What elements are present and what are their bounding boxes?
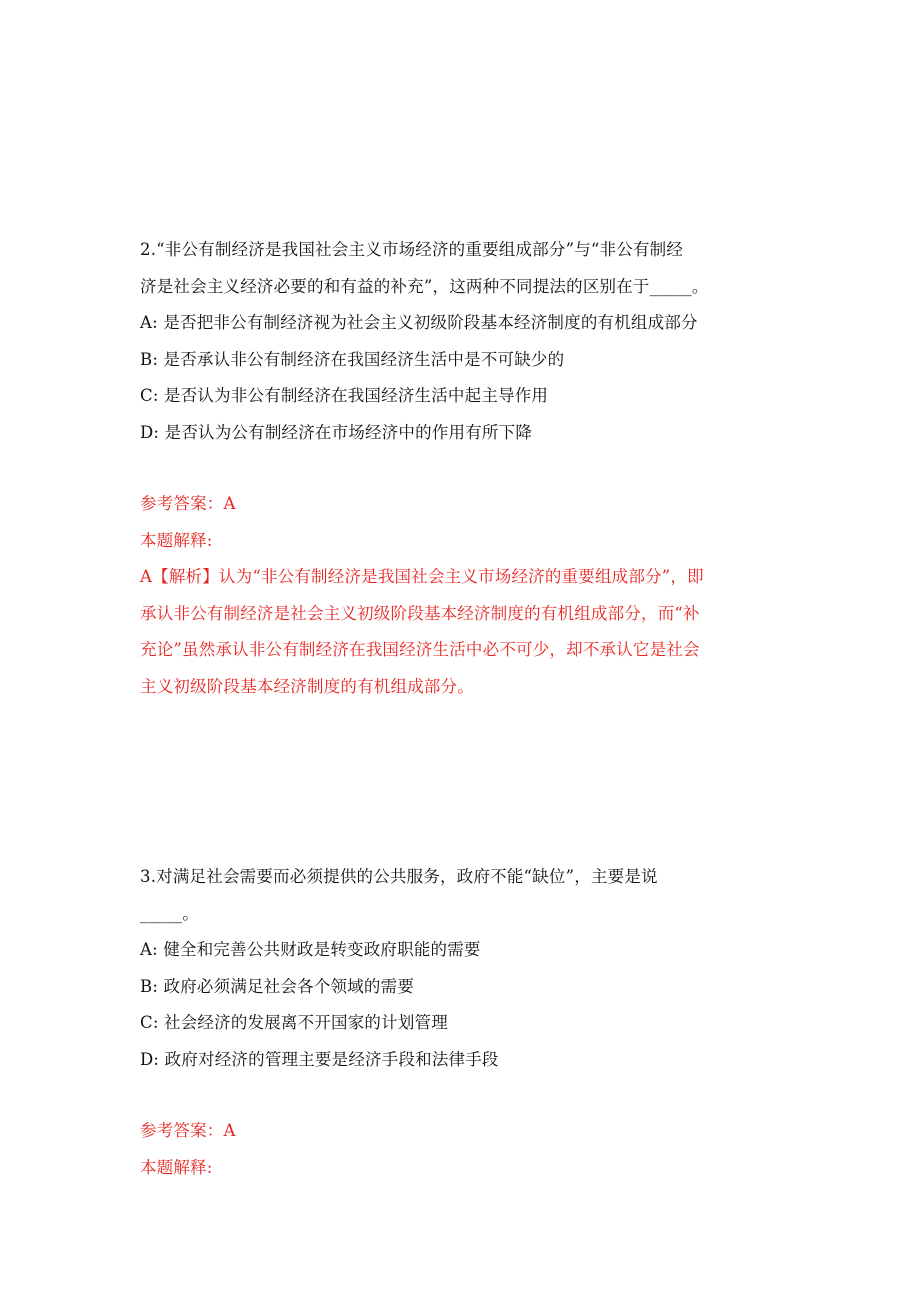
question-2-answer-block (140, 486, 780, 705)
question-2-option-c: C: 是否认为非公有制经济在我国经济生活中起主导作用 (140, 386, 549, 405)
question-3-stem-line-1: 3.对满足社会需要而必须提供的公共服务，政府不能“缺位”，主要是说 (140, 867, 658, 886)
question-2-option-b: B: 是否承认非公有制经济在我国经济生活中是不可缺少的 (140, 349, 565, 369)
question-3-stem-line-2: _____。 (140, 903, 199, 923)
question-3-answer: 参考答案：A (140, 1121, 236, 1140)
question-2 (140, 232, 780, 451)
question-3-answer-block (140, 1113, 780, 1186)
question-3-option-d: D: 政府对经济的管理主要是经济手段和法律手段 (140, 1049, 499, 1069)
question-3-option-c: C: 社会经济的发展离不开国家的计划管理 (140, 1013, 448, 1032)
question-2-stem-line-2: 济是社会主义经济必要的和有益的补充”，这两种不同提法的区别在于_____。 (140, 276, 709, 296)
question-2-explanation-line-4: 主义初级阶段基本经济制度的有机组成部分。 (140, 676, 474, 696)
question-2-explanation-line-3: 充论”虽然承认非公有制经济在我国经济生活中必不可少，却不承认它是社会 (140, 640, 700, 659)
question-2-explanation-line-2: 承认非公有制经济是社会主义初级阶段基本经济制度的有机组成部分，而“补 (140, 603, 700, 623)
question-3-option-b: B: 政府必须满足社会各个领域的需要 (140, 976, 415, 996)
question-2-explanation-title: 本题解释: (140, 530, 213, 550)
question-3 (140, 859, 780, 1078)
question-2-explanation-line-1: A【解析】认为“非公有制经济是我国社会主义市场经济的重要组成部分”，即 (140, 567, 704, 586)
question-2-answer: 参考答案：A (140, 494, 236, 513)
question-3-option-a: A: 健全和完善公共财政是转变政府职能的需要 (140, 940, 481, 959)
question-2-option-a: A: 是否把非公有制经济视为社会主义初级阶段基本经济制度的有机组成部分 (140, 313, 698, 332)
question-3-explanation-title: 本题解释: (140, 1157, 213, 1177)
question-2-option-d: D: 是否认为公有制经济在市场经济中的作用有所下降 (140, 422, 533, 442)
question-2-stem-line-1: 2.“非公有制经济是我国社会主义市场经济的重要组成部分”与“非公有制经 (140, 240, 684, 259)
